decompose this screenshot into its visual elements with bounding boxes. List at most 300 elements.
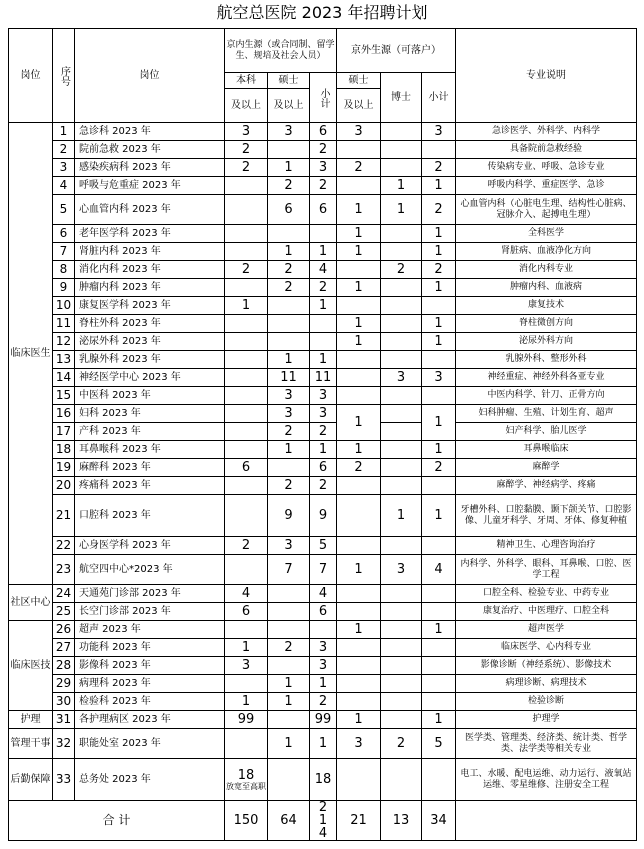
row-28-seq: 28 xyxy=(53,657,75,675)
row-30-wss xyxy=(337,693,381,711)
row-27-wbs xyxy=(381,639,422,657)
table-row xyxy=(9,639,637,657)
row-24-wbs xyxy=(381,585,422,603)
row-8-xj2: 2 xyxy=(422,261,456,279)
row-8-xj1: 4 xyxy=(310,261,337,279)
row-8-major: 消化内科专业 xyxy=(456,261,637,279)
row-26-major: 超声医学 xyxy=(456,621,637,639)
row-28-bachelor: 3 xyxy=(225,657,268,675)
table-row xyxy=(9,693,637,711)
row-10-major: 康复技术 xyxy=(456,297,637,315)
table-row xyxy=(9,297,637,315)
row-9-seq: 9 xyxy=(53,279,75,297)
row-31-xj1: 99 xyxy=(310,711,337,729)
row-22-xj2 xyxy=(422,537,456,555)
row-17-wbs xyxy=(381,423,422,441)
row-25-seq: 25 xyxy=(53,603,75,621)
table-row xyxy=(9,387,637,405)
row-25-ss xyxy=(268,603,310,621)
row-30-ss: 1 xyxy=(268,693,310,711)
row-28-ss xyxy=(268,657,310,675)
row-14-post-name: 神经医学中心 2023 年 xyxy=(75,369,225,387)
row-5-wss: 1 xyxy=(337,195,381,225)
row-20-xj2 xyxy=(422,477,456,495)
header-major: 专业说明 xyxy=(456,29,637,123)
row-23-post-name: 航空四中心*2023 年 xyxy=(75,555,225,585)
row-4-ss: 2 xyxy=(268,177,310,195)
row-24-post-name: 天通苑门诊部 2023 年 xyxy=(75,585,225,603)
row-21-ss: 9 xyxy=(268,495,310,537)
row-32-xj1: 1 xyxy=(310,729,337,759)
row-27-xj2 xyxy=(422,639,456,657)
total-subtotal-2: 34 xyxy=(422,801,456,841)
row-13-bachelor xyxy=(225,351,268,369)
row-1-ss: 3 xyxy=(268,123,310,141)
row-27-major: 临床医学、心内科专业 xyxy=(456,639,637,657)
row-24-seq: 24 xyxy=(53,585,75,603)
category-management: 管理干事 xyxy=(9,729,53,759)
row-23-wss: 1 xyxy=(337,555,381,585)
row-22-wss xyxy=(337,537,381,555)
row-12-xj2: 1 xyxy=(422,333,456,351)
row-26-wbs xyxy=(381,621,422,639)
row-15-bachelor xyxy=(225,387,268,405)
row-12-seq: 12 xyxy=(53,333,75,351)
row-7-major: 肾脏病、血液净化方向 xyxy=(456,243,637,261)
row-11-wbs xyxy=(381,315,422,333)
row-10-post-name: 康复医学科 2023 年 xyxy=(75,297,225,315)
row-33-bachelor-value: 18 xyxy=(237,767,255,783)
table-row xyxy=(9,333,637,351)
row-18-bachelor xyxy=(225,441,268,459)
row-28-post-name: 影像科 2023 年 xyxy=(75,657,225,675)
row-6-xj1 xyxy=(310,225,337,243)
row-2-wss xyxy=(337,141,381,159)
row-1-xj1: 6 xyxy=(310,123,337,141)
row-29-seq: 29 xyxy=(53,675,75,693)
table-row xyxy=(9,159,637,177)
row-29-xj1: 1 xyxy=(310,675,337,693)
row-29-xj2 xyxy=(422,675,456,693)
row-1-wbs xyxy=(381,123,422,141)
row-11-bachelor xyxy=(225,315,268,333)
header-bachelor-above: 及以上 xyxy=(225,89,268,123)
row-32-ss: 1 xyxy=(268,729,310,759)
header-outside-source: 京外生源（可落户） xyxy=(337,29,456,73)
row-13-ss: 1 xyxy=(268,351,310,369)
table-row xyxy=(9,729,637,759)
row-29-major: 病理诊断、病理技术 xyxy=(456,675,637,693)
row-8-seq: 8 xyxy=(53,261,75,279)
row-31-wss: 1 xyxy=(337,711,381,729)
table-row xyxy=(9,441,637,459)
total-master: 64 xyxy=(268,801,310,841)
row-25-post-name: 长空门诊部 2023 年 xyxy=(75,603,225,621)
row-23-ss: 7 xyxy=(268,555,310,585)
row-26-seq: 26 xyxy=(53,621,75,639)
header-out-master-above: 及以上 xyxy=(337,89,381,123)
table-row xyxy=(9,423,637,441)
row-19-wbs xyxy=(381,459,422,477)
row-7-ss: 1 xyxy=(268,243,310,261)
row-1-major: 急诊医学、外科学、内科学 xyxy=(456,123,637,141)
row-22-seq: 22 xyxy=(53,537,75,555)
row-30-xj2 xyxy=(422,693,456,711)
row-10-xj2 xyxy=(422,297,456,315)
row-19-major: 麻醉学 xyxy=(456,459,637,477)
row-25-wbs xyxy=(381,603,422,621)
row-32-wss: 3 xyxy=(337,729,381,759)
header-beijing-source: 京内生源（或合同制、留学生、规培及社会人员） xyxy=(225,29,337,73)
row-6-xj2: 1 xyxy=(422,225,456,243)
row-21-wss xyxy=(337,495,381,537)
row-12-xj1 xyxy=(310,333,337,351)
recruitment-table xyxy=(8,28,637,841)
row-20-wss xyxy=(337,477,381,495)
table-row xyxy=(9,459,637,477)
total-bachelor: 150 xyxy=(225,801,268,841)
table-row xyxy=(9,711,637,729)
row-5-xj2: 2 xyxy=(422,195,456,225)
row-18-seq: 18 xyxy=(53,441,75,459)
total-row xyxy=(9,801,637,841)
row-23-xj2: 4 xyxy=(422,555,456,585)
row-33-ss xyxy=(268,759,310,801)
row-32-wbs: 2 xyxy=(381,729,422,759)
row-3-wbs xyxy=(381,159,422,177)
category-logistics: 后勤保障 xyxy=(9,759,53,801)
row-22-xj1: 5 xyxy=(310,537,337,555)
row-2-seq: 2 xyxy=(53,141,75,159)
row-5-wbs: 1 xyxy=(381,195,422,225)
row-17-bachelor xyxy=(225,423,268,441)
row-31-post-name: 各护理病区 2023 年 xyxy=(75,711,225,729)
row-15-xj2 xyxy=(422,387,456,405)
row-1-xj2: 3 xyxy=(422,123,456,141)
row-25-xj2 xyxy=(422,603,456,621)
row-19-post-name: 麻醉科 2023 年 xyxy=(75,459,225,477)
row-18-wbs xyxy=(381,441,422,459)
row-24-xj1: 4 xyxy=(310,585,337,603)
row-26-xj2: 1 xyxy=(422,621,456,639)
row-27-ss: 2 xyxy=(268,639,310,657)
table-row xyxy=(9,585,637,603)
row-30-post-name: 检验科 2023 年 xyxy=(75,693,225,711)
row-33-wbs xyxy=(381,759,422,801)
row-30-major: 检验诊断 xyxy=(456,693,637,711)
row-9-xj1: 2 xyxy=(310,279,337,297)
row-25-wss xyxy=(337,603,381,621)
total-out-doctor: 13 xyxy=(381,801,422,841)
row-33-bachelor xyxy=(225,759,268,801)
row-9-post-name: 肿瘤内科 2023 年 xyxy=(75,279,225,297)
row-4-post-name: 呼吸与危重症 2023 年 xyxy=(75,177,225,195)
row-16-xj1: 3 xyxy=(310,405,337,423)
table-row xyxy=(9,243,637,261)
row-15-wbs xyxy=(381,387,422,405)
row-7-xj1: 1 xyxy=(310,243,337,261)
row-5-xj1: 6 xyxy=(310,195,337,225)
row-14-wbs: 3 xyxy=(381,369,422,387)
row-19-wss: 2 xyxy=(337,459,381,477)
row-24-wss xyxy=(337,585,381,603)
table-row xyxy=(9,657,637,675)
row-13-xj2 xyxy=(422,351,456,369)
row-13-wbs xyxy=(381,351,422,369)
table-row xyxy=(9,369,637,387)
total-subtotal-1: 214 xyxy=(310,801,337,841)
row-31-major: 护理学 xyxy=(456,711,637,729)
table-row xyxy=(9,603,637,621)
row-22-ss: 3 xyxy=(268,537,310,555)
table-row xyxy=(9,279,637,297)
header-subtotal-2: 小计 xyxy=(422,73,456,123)
row-2-ss xyxy=(268,141,310,159)
row-15-ss: 3 xyxy=(268,387,310,405)
row-14-xj1: 11 xyxy=(310,369,337,387)
row-17-xj1: 2 xyxy=(310,423,337,441)
row-7-wss: 1 xyxy=(337,243,381,261)
row-18-post-name: 耳鼻喉科 2023 年 xyxy=(75,441,225,459)
row-29-ss: 1 xyxy=(268,675,310,693)
row-27-seq: 27 xyxy=(53,639,75,657)
row-21-major: 牙槽外科、口腔黏膜、颞下颌关节、口腔影像、儿童牙科学、牙周、牙体、修复种植 xyxy=(456,495,637,537)
row-32-xj2: 5 xyxy=(422,729,456,759)
row-11-wss: 1 xyxy=(337,315,381,333)
row-22-wbs xyxy=(381,537,422,555)
row-4-wss xyxy=(337,177,381,195)
row-14-seq: 14 xyxy=(53,369,75,387)
row-6-post-name: 老年医学科 2023 年 xyxy=(75,225,225,243)
row-3-wss: 2 xyxy=(337,159,381,177)
row-19-seq: 19 xyxy=(53,459,75,477)
row-16-xj2: 1 xyxy=(422,405,456,441)
row-33-xj2 xyxy=(422,759,456,801)
row-6-ss xyxy=(268,225,310,243)
row-13-xj1: 1 xyxy=(310,351,337,369)
row-23-xj1: 7 xyxy=(310,555,337,585)
category-nursing: 护理 xyxy=(9,711,53,729)
row-33-wss xyxy=(337,759,381,801)
row-9-wbs xyxy=(381,279,422,297)
table-row xyxy=(9,351,637,369)
row-6-bachelor xyxy=(225,225,268,243)
table-row xyxy=(9,495,637,537)
row-14-wss xyxy=(337,369,381,387)
row-4-xj1: 2 xyxy=(310,177,337,195)
row-4-xj2: 1 xyxy=(422,177,456,195)
row-23-seq: 23 xyxy=(53,555,75,585)
row-1-wss: 3 xyxy=(337,123,381,141)
row-32-seq: 32 xyxy=(53,729,75,759)
header-post: 岗位 xyxy=(9,29,53,123)
row-20-major: 麻醉学、神经病学、疼痛 xyxy=(456,477,637,495)
row-29-wss xyxy=(337,675,381,693)
table-row xyxy=(9,477,637,495)
row-17-major: 妇产科学、胎儿医学 xyxy=(456,423,637,441)
table-row xyxy=(9,225,637,243)
row-20-seq: 20 xyxy=(53,477,75,495)
row-21-bachelor xyxy=(225,495,268,537)
row-12-bachelor xyxy=(225,333,268,351)
row-23-bachelor xyxy=(225,555,268,585)
row-21-xj2: 1 xyxy=(422,495,456,537)
table-row xyxy=(9,261,637,279)
table-row xyxy=(9,621,637,639)
row-19-xj1: 6 xyxy=(310,459,337,477)
row-29-post-name: 病理科 2023 年 xyxy=(75,675,225,693)
row-33-bachelor-note: 放宽至高职 xyxy=(226,781,266,791)
row-7-bachelor xyxy=(225,243,268,261)
row-12-post-name: 泌尿外科 2023 年 xyxy=(75,333,225,351)
row-26-ss xyxy=(268,621,310,639)
row-5-bachelor xyxy=(225,195,268,225)
row-2-post-name: 院前急救 2023 年 xyxy=(75,141,225,159)
row-14-bachelor xyxy=(225,369,268,387)
row-16-seq: 16 xyxy=(53,405,75,423)
row-9-ss: 2 xyxy=(268,279,310,297)
row-1-bachelor: 3 xyxy=(225,123,268,141)
row-16-post-name: 妇科 2023 年 xyxy=(75,405,225,423)
row-3-bachelor: 2 xyxy=(225,159,268,177)
table-row xyxy=(9,759,637,801)
row-7-wbs xyxy=(381,243,422,261)
row-3-ss: 1 xyxy=(268,159,310,177)
total-out-master: 21 xyxy=(337,801,381,841)
row-18-xj1: 1 xyxy=(310,441,337,459)
row-15-wss xyxy=(337,387,381,405)
row-3-post-name: 感染疾病科 2023 年 xyxy=(75,159,225,177)
row-2-major: 具备院前急救经验 xyxy=(456,141,637,159)
row-33-major: 电工、水暖、配电运维、动力运行、液氧站运维、零星维修、注册安全工程 xyxy=(456,759,637,801)
row-7-post-name: 肾脏内科 2023 年 xyxy=(75,243,225,261)
table-row xyxy=(9,141,637,159)
total-major xyxy=(456,801,637,841)
row-31-bachelor: 99 xyxy=(225,711,268,729)
row-17-seq: 17 xyxy=(53,423,75,441)
row-15-major: 中医内科学、针刀、正骨方向 xyxy=(456,387,637,405)
table-row xyxy=(9,123,637,141)
row-9-major: 肿瘤内科、血液病 xyxy=(456,279,637,297)
row-29-wbs xyxy=(381,675,422,693)
row-26-xj1 xyxy=(310,621,337,639)
table-row xyxy=(9,405,637,423)
row-27-wss xyxy=(337,639,381,657)
row-25-bachelor: 6 xyxy=(225,603,268,621)
row-22-post-name: 心身医学科 2023 年 xyxy=(75,537,225,555)
row-11-xj1 xyxy=(310,315,337,333)
row-12-wss: 1 xyxy=(337,333,381,351)
row-21-xj1: 9 xyxy=(310,495,337,537)
row-24-major: 口腔全科、检验专业、中药专业 xyxy=(456,585,637,603)
row-15-seq: 15 xyxy=(53,387,75,405)
row-12-ss xyxy=(268,333,310,351)
row-4-seq: 4 xyxy=(53,177,75,195)
row-21-wbs: 1 xyxy=(381,495,422,537)
header-out-doctor: 博士 xyxy=(381,73,422,123)
row-10-seq: 10 xyxy=(53,297,75,315)
header-seq: 序号 xyxy=(53,29,75,123)
row-11-ss xyxy=(268,315,310,333)
category-tech: 临床医技 xyxy=(9,621,53,711)
row-13-post-name: 乳腺外科 2023 年 xyxy=(75,351,225,369)
row-8-post-name: 消化内科 2023 年 xyxy=(75,261,225,279)
row-4-bachelor xyxy=(225,177,268,195)
row-10-xj1: 1 xyxy=(310,297,337,315)
row-31-seq: 31 xyxy=(53,711,75,729)
row-32-major: 医学类、管理类、经济类、统计类、哲学类、法学类等相关专业 xyxy=(456,729,637,759)
row-22-bachelor: 2 xyxy=(225,537,268,555)
row-7-xj2: 1 xyxy=(422,243,456,261)
row-24-ss xyxy=(268,585,310,603)
table-row xyxy=(9,537,637,555)
category-clinical: 临床医生 xyxy=(9,123,53,585)
row-15-xj1: 3 xyxy=(310,387,337,405)
row-18-wss: 1 xyxy=(337,441,381,459)
page-title: 航空总医院 2023 年招聘计划 xyxy=(216,3,428,22)
row-3-xj1: 3 xyxy=(310,159,337,177)
row-4-wbs: 1 xyxy=(381,177,422,195)
row-11-xj2: 1 xyxy=(422,315,456,333)
row-24-bachelor: 4 xyxy=(225,585,268,603)
row-20-post-name: 疼痛科 2023 年 xyxy=(75,477,225,495)
row-14-major: 神经重症、神经外科各亚专业 xyxy=(456,369,637,387)
row-23-wbs: 3 xyxy=(381,555,422,585)
row-11-seq: 11 xyxy=(53,315,75,333)
table-row xyxy=(9,315,637,333)
row-18-major: 耳鼻喉临床 xyxy=(456,441,637,459)
row-13-seq: 13 xyxy=(53,351,75,369)
row-11-post-name: 脊柱外科 2023 年 xyxy=(75,315,225,333)
table-row xyxy=(9,195,637,225)
row-13-major: 乳腺外科、整形外科 xyxy=(456,351,637,369)
row-8-wbs: 2 xyxy=(381,261,422,279)
row-2-bachelor: 2 xyxy=(225,141,268,159)
row-28-xj1: 3 xyxy=(310,657,337,675)
row-17-ss: 2 xyxy=(268,423,310,441)
row-9-wss: 1 xyxy=(337,279,381,297)
row-16-wss: 1 xyxy=(337,405,381,441)
row-26-post-name: 超声 2023 年 xyxy=(75,621,225,639)
row-22-major: 精神卫生、心理咨询治疗 xyxy=(456,537,637,555)
row-17-post-name: 产科 2023 年 xyxy=(75,423,225,441)
row-27-bachelor: 1 xyxy=(225,639,268,657)
header-bachelor: 本科 xyxy=(225,73,268,89)
row-32-post-name: 职能处室 2023 年 xyxy=(75,729,225,759)
row-8-bachelor: 2 xyxy=(225,261,268,279)
row-18-ss: 1 xyxy=(268,441,310,459)
row-5-ss: 6 xyxy=(268,195,310,225)
row-20-xj1: 2 xyxy=(310,477,337,495)
row-6-wss: 1 xyxy=(337,225,381,243)
row-2-xj1: 2 xyxy=(310,141,337,159)
row-2-xj2 xyxy=(422,141,456,159)
total-label: 合 计 xyxy=(9,801,225,841)
row-12-major: 泌尿外科方向 xyxy=(456,333,637,351)
row-6-major: 全科医学 xyxy=(456,225,637,243)
row-11-major: 脊柱微创方向 xyxy=(456,315,637,333)
header-master: 硕士 xyxy=(268,73,310,89)
row-31-wbs xyxy=(381,711,422,729)
row-16-bachelor xyxy=(225,405,268,423)
row-33-xj1: 18 xyxy=(310,759,337,801)
row-14-ss: 11 xyxy=(268,369,310,387)
row-26-bachelor xyxy=(225,621,268,639)
header-out-master: 硕士 xyxy=(337,73,381,89)
table-row xyxy=(9,675,637,693)
row-16-major: 妇科肿瘤、生殖、计划生育、超声 xyxy=(456,405,637,423)
row-10-ss xyxy=(268,297,310,315)
